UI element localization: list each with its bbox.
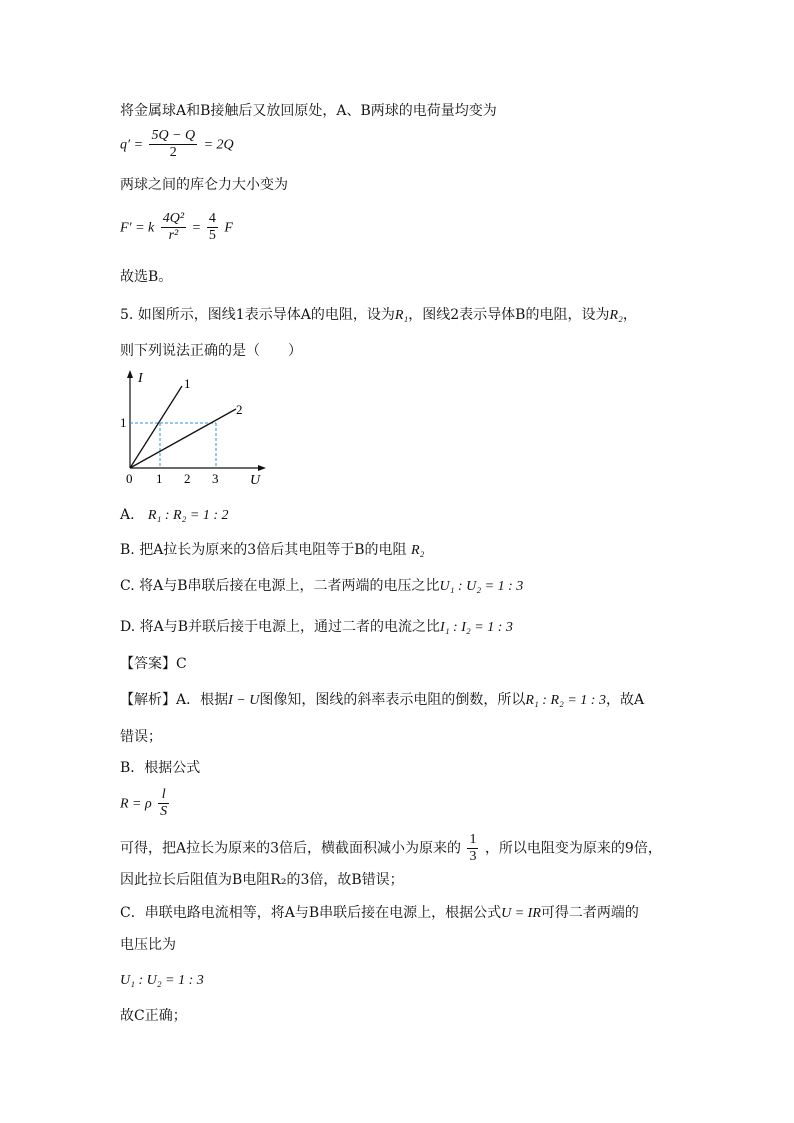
x-axis-arrow [258,465,266,471]
line-force: 两球之间的库仑力大小变为 [120,177,288,193]
x-axis-label: U [250,473,261,488]
line-1-label: 1 [184,376,191,391]
line-choose-b: 故选B。 [120,269,173,285]
option-c: C. 将A与B串联后接在电源上，二者两端的电压之比U₁ : U₂ = 1 : 3 [120,578,524,594]
x-tick-2: 2 [184,471,191,486]
explanation-a-2: 错误； [120,729,162,745]
x-tick-3: 3 [212,471,219,486]
question-5-stem: 5. 如图所示，图线1表示导体A的电阻，设为R₁，图线2表示导体B的电阻，设为R₂， [120,307,637,323]
line-contact: 将金属球A和B接触后又放回原处，A、B两球的电荷量均变为 [120,103,497,119]
option-a: A. R₁ : R₂ = 1 : 2 [120,507,229,523]
option-b: B. 把A拉长为原来的3倍后其电阻等于B的电阻 R₂ [120,542,425,558]
y-axis-arrow [127,370,133,378]
explanation-c: C．串联电路电流相等，将A与B串联后接在电源上，根据公式U = IR可得二者两端的 [120,905,639,921]
explanation-b: B．根据公式 [120,760,201,776]
explanation-c-2: 电压比为 [120,937,176,953]
formula-q: q′ = $\frac{5Q - Q}{2}$ = 2Q [120,128,234,160]
graph-line-1 [130,386,182,468]
formula-f: F′ = k $\frac{\text{4Q²}}{\text{r²}}$ = $\frac{4}{5}$ F [120,211,233,243]
explanation-b-2: 可得，把A拉长为原来的3倍后，横截面积减小为原来的 $\frac{1}{3}$ ，所以电阻变为原来的9倍， [120,832,662,864]
explanation-b-3: 因此拉长后阻值为B电阻R₂的3倍，故B错误； [120,872,404,888]
explanation-c-3: 故C正确； [120,1008,187,1024]
line-2-label: 2 [236,402,243,417]
formula-r: R = ρ $\frac{l}{S}$ [120,787,168,819]
y-tick-1: 1 [120,415,127,430]
x-tick-1: 1 [156,471,163,486]
iu-graph [116,366,276,488]
answer: 【答案】C [120,656,187,672]
option-d: D. 将A与B并联后接于电源上，通过二者的电流之比I₁ : I₂ = 1 : 3 [120,619,513,635]
origin-label: 0 [126,471,133,486]
formula-u: U₁ : U₂ = 1 : 3 [120,973,204,988]
question-5-stem-2: 则下列说法正确的是（ ） [120,343,302,359]
graph-line-2 [130,409,236,468]
explanation-a: 【解析】A．根据I − U图像知，图线的斜率表示电阻的倒数，所以R₁ : R₂ = 1 : 3，故A [120,692,645,708]
y-axis-label: I [138,371,143,386]
